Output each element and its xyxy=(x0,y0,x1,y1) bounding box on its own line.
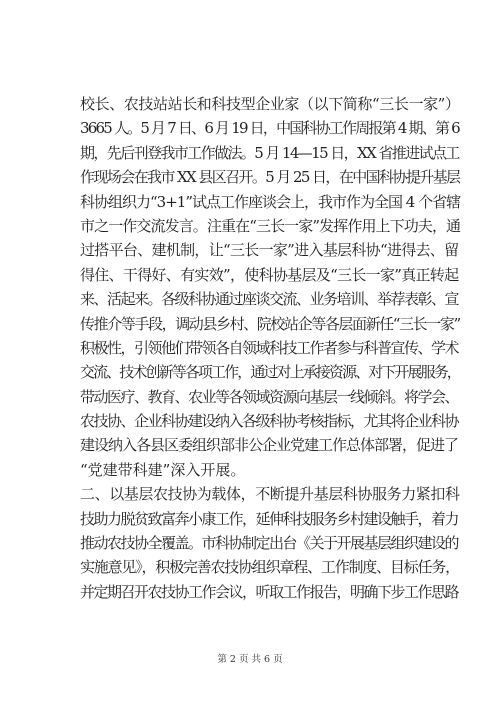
text-line: 期，先后刊登我市工作做法。5 月 14—15 日，XX 省推进试点工 xyxy=(80,143,459,162)
text-line: 得住、干得好、有实效”，使科协基层及“三长一家”真正转起 xyxy=(80,265,459,284)
text-line: 建设纳入各县区委组织部非公企业党建工作总体部署，促进了 xyxy=(80,436,459,455)
text-line: 技助力脱贫致富奔小康工作，延伸科技服务乡村建设触手，着力 xyxy=(80,509,459,528)
text-line: 传推介等手段，调动县乡村、院校站企等各层面新任“三长一家” xyxy=(80,314,460,333)
text-line: 积极性，引领他们带领各自领域科技工作者参与科普宣传、学术 xyxy=(80,338,459,357)
text-line: 实施意见》，积极完善农技协组织章程、工作制度、目标任务， xyxy=(80,558,459,577)
text-line: 来、活起来。各级科协通过座谈交流、业务培训、举荐表彰、宣 xyxy=(80,290,459,309)
text-line: 带动医疗、教育、农业等各领域资源向基层一线倾斜。将学会、 xyxy=(80,387,459,406)
page-number-footer: 第 2 页 共 6 页 xyxy=(217,654,283,665)
text-line: 农技协、企业科协建设纳入各级科协考核指标，尤其将企业科协 xyxy=(80,412,459,431)
text-line: 3665 人。5 月 7 日、6 月 19 日，中国科协工作周报第 4 期、第 6 xyxy=(80,119,459,138)
text-line: “党建带科建”深入开展。 xyxy=(80,460,246,479)
text-line: 作现场会在我市 XX 县区召开。5 月 25 日，在中国科协提升基层 xyxy=(80,168,460,187)
text-line: 市之一作交流发言。注重在“三长一家”发挥作用上下功夫，通 xyxy=(80,216,461,235)
text-line: 校长、农技站站长和科技型企业家（以下简称“三长一家”） xyxy=(80,95,460,113)
text-line: 并定期召开农技协工作会议，听取工作报告，明确下步工作思路 xyxy=(80,582,459,601)
text-line: 二、以基层农技协为载体，不断提升基层科协服务力紧扣科 xyxy=(80,485,460,504)
text-line: 科协组织力“3+1”试点工作座谈会上，我市作为全国 4 个省辖 xyxy=(80,192,461,211)
text-line: 推动农技协全覆盖。市科协制定出台《关于开展基层组织建设的 xyxy=(80,534,459,553)
text-line: 过搭平台、建机制，让“三长一家”进入基层科协“进得去、留 xyxy=(80,241,459,260)
text-line: 交流、技术创新等各项工作，通过对上承接资源、对下开展服务， xyxy=(80,363,460,382)
body-text xyxy=(80,92,460,604)
